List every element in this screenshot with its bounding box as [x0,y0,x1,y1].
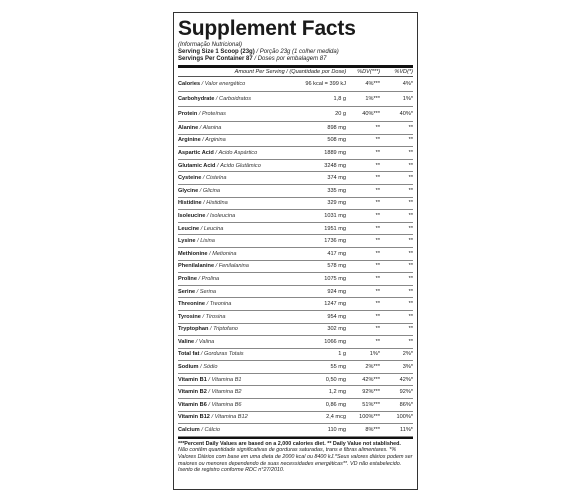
nutrient-amount: 1 g [338,351,346,358]
nutrient-name: Valine / Valina [178,338,215,345]
nutrient-amount: 954 mg [327,313,346,320]
nutrient-vd: 42%* [399,376,413,383]
nutrient-amount: 1,2 mg [328,389,346,396]
nutrient-name-en: Alanine [178,124,199,131]
nutrient-name-pt: Ácido Aspártico [218,149,258,156]
nutrient-dv: ** [375,238,380,245]
servings-per-container-en: Servings Per Container 87 [178,56,253,62]
table-row [178,374,413,387]
servings-per-container-pt: / Doses por embalagem 87 [252,56,327,62]
nutrient-name-en: Protein [178,111,198,117]
nutrient-amount: 1075 mg [324,275,346,282]
nutrient-name-en: Calories [178,81,201,87]
nutrient-name-pt: Isoleucina [210,212,236,219]
table-row [178,399,413,412]
nutrient-name-en: Methionine [178,250,208,257]
nutrient-name: Vitamin B12 / Vitamina B12 [178,414,248,421]
nutrient-amount: 898 mg [327,124,346,131]
nutrient-name-pt: Alanina [202,124,222,131]
nutrient-name-pt: Ácido Glutâmico [220,162,261,169]
nutrient-vd: ** [408,175,413,182]
nutrient-name: Vitamin B2 / Vitamina B2 [178,389,242,396]
nutrient-name-en: Aspartic Acid [178,149,214,156]
nutrient-dv: 4%*** [365,81,380,87]
nutrient-vd: 100%* [396,414,413,421]
header-amount: Amount Per Serving / (Quantidade por Dose) [234,69,347,75]
nutrient-name-en: Histidine [178,200,202,207]
nutrient-dv: ** [375,212,380,219]
table-row [178,107,413,122]
nutrient-name: Tryptophan / Triptofano [178,326,238,333]
nutrient-name-pt: Tirosina [205,313,226,320]
nutrient-dv: ** [375,187,380,194]
table-row [178,135,413,148]
subtitle-pt: (Informação Nutricional) [178,42,243,48]
nutrient-name-pt: Glicina [202,187,220,194]
nutrient-dv: 1%* [369,351,380,358]
nutrient-vd: ** [408,326,413,333]
nutrient-name-en: Vitamin B2 [178,389,207,396]
nutrient-name-en: Leucine [178,225,200,232]
nutrient-name-en: Vitamin B1 [178,376,207,383]
serving-size-en: Serving Size 1 Scoop (23g) [178,49,255,55]
nutrient-name-pt: Metionina [212,250,237,257]
table-row [178,235,413,248]
nutrient-dv: ** [375,313,380,320]
table-row [178,147,413,160]
table-row [178,286,413,299]
panel-title: Supplement Facts [178,17,356,40]
nutrient-amount: 1,8 g [333,96,346,102]
nutrient-name: Lysine / Lisina [178,238,215,245]
nutrient-dv: ** [375,124,380,131]
table-row [178,248,413,261]
nutrient-name-pt: Valina [198,338,215,345]
nutrient-amount: 417 mg [327,250,346,257]
nutrient-name: Sodium / Sódio [178,364,218,371]
nutrient-dv: ** [375,275,380,282]
table-row [178,386,413,399]
nutrient-name-pt: Vitamina B2 [211,389,242,396]
table-row [178,412,413,425]
nutrient-dv: ** [375,175,380,182]
nutrient-name-en: Vitamin B12 [178,414,210,421]
nutrient-name: Total fat / Gorduras Totais [178,351,244,358]
table-row [178,223,413,236]
table-row [178,324,413,337]
nutrient-vd: ** [408,137,413,144]
nutrient-dv: ** [375,200,380,207]
nutrient-name-pt: Carboidratos [219,96,252,102]
nutrient-vd: ** [408,212,413,219]
nutrient-name: Carbohydrate / Carboidratos [178,96,252,102]
nutrient-amount: 20 g [335,111,346,117]
nutrient-vd: 92%* [399,389,413,396]
table-row [178,210,413,223]
nutrient-name-pt: Triptofano [213,326,238,333]
table-row [178,336,413,349]
nutrient-vd: ** [408,124,413,131]
nutrient-amount: 96 kcal = 399 kJ [305,81,346,87]
nutrient-name-pt: Arginina [205,137,226,144]
nutrient-name: Phenilalanine / Fenilalanina [178,263,249,270]
nutrient-name: Cysteine / Cisteína [178,175,227,182]
footnote-pt: Não contêm quantidade significativas de gorduras saturadas, trans e fibras alimentares. *% Valores Diários com base em uma dieta de 2000 kcal ou 8400 kJ.*Seus valores diários podem ser maiores ou menores dependendo de suas necessidades energéticas**. VD não estabelecido. Isento de registro conforme RDC n°27/2010. [178,447,413,474]
nutrient-dv: 2%*** [365,364,380,371]
nutrient-name-pt: Histidina [206,200,228,207]
table-row [178,198,413,211]
nutrient-name-en: Proline [178,275,197,282]
nutrient-dv: ** [375,263,380,270]
nutrient-name: Calories / Valor energético [178,81,246,87]
nutrient-name-pt: Prolina [201,275,220,282]
nutrient-amount: 0,50 mg [325,376,346,383]
serving-size-pt: / Porção 23g (1 colher medida) [254,49,339,55]
nutrient-dv: 8%*** [365,427,380,434]
footnotes [178,437,413,474]
nutrient-name-en: Isoleucine [178,212,206,219]
nutrient-vd: ** [408,250,413,257]
nutrient-name-en: Sodium [178,364,199,371]
nutrient-vd: 3%* [402,364,413,371]
nutrient-name: Aspartic Acid / Ácido Aspártico [178,149,258,156]
nutrient-name-pt: Cisteína [206,175,227,182]
nutrient-dv: ** [375,288,380,295]
nutrient-amount: 3248 mg [324,162,346,169]
nutrient-vd: ** [408,238,413,245]
nutrient-dv: ** [375,338,380,345]
nutrient-name-pt: Vitamina B12 [214,414,248,421]
nutrient-name-pt: Proteínas [201,111,226,117]
nutrient-amount: 335 mg [327,187,346,194]
table-row [178,261,413,274]
nutrient-dv: 100%*** [359,414,380,421]
nutrient-vd: ** [408,288,413,295]
nutrient-vd: 11%* [400,427,413,434]
nutrient-name: Methionine / Metionina [178,250,237,257]
table-row [178,160,413,173]
header-vd: %VD(*) [394,69,413,75]
table-row [178,298,413,311]
nutrient-amount: 924 mg [327,288,346,295]
nutrient-vd: ** [408,338,413,345]
nutrient-dv: 92%*** [362,389,380,396]
nutrient-name-en: Arginine [178,137,201,144]
nutrient-dv: ** [375,137,380,144]
nutrient-vd: 86%* [399,401,413,408]
nutrient-name-en: Tryptophan [178,326,209,333]
nutrient-name-en: Glutamic Acid [178,162,216,169]
nutrient-name-pt: Sódio [203,364,218,371]
nutrient-dv: ** [375,149,380,156]
nutrient-name-pt: Gorduras Totais [204,351,244,358]
nutrient-dv: ** [375,326,380,333]
nutrient-name-en: Vitamin B6 [178,401,207,408]
nutrient-name: Serine / Serina [178,288,216,295]
serving-size [178,49,413,56]
nutrient-vd: 2%* [402,351,413,358]
nutrient-name: Leucine / Leucina [178,225,224,232]
nutrient-vd: ** [408,301,413,308]
nutrient-name: Glycine / Glicina [178,187,220,194]
nutrient-dv: ** [375,162,380,169]
table-row [178,361,413,374]
nutrient-name-pt: Valor energético [204,81,246,87]
nutrient-name: Arginine / Arginina [178,137,226,144]
nutrient-amount: 0,86 mg [325,401,346,408]
nutrient-amount: 2,4 mcg [326,414,346,421]
nutrient-name-pt: Treonina [209,301,232,308]
supplement-facts-panel [173,12,418,490]
table-row [178,172,413,185]
nutrient-vd: 40%* [399,111,413,117]
nutrient-name-en: Serine [178,288,196,295]
nutrient-name: Alanine / Alanina [178,124,222,131]
nutrient-dv: 1%*** [365,96,380,102]
nutrient-dv: 51%*** [362,401,380,408]
nutrient-amount: 1066 mg [324,338,346,345]
nutrient-name-en: Cysteine [178,175,202,182]
nutrient-name: Protein / Proteínas [178,111,226,117]
nutrient-name-en: Carbohydrate [178,96,215,102]
nutrient-vd: ** [408,149,413,156]
nutrient-name-pt: Vitamina B6 [211,401,242,408]
nutrient-dv: 40%*** [362,111,380,117]
nutrient-amount: 1031 mg [324,212,346,219]
nutrient-vd: ** [408,162,413,169]
nutrient-name: Histidine / Histidina [178,200,228,207]
nutrient-name-en: Threonine [178,301,206,308]
nutrient-name-en: Calcium [178,427,200,434]
nutrient-vd: ** [408,200,413,207]
nutrient-amount: 374 mg [327,175,346,182]
nutrient-name-pt: Leucina [203,225,224,232]
nutrient-name: Proline / Prolina [178,275,220,282]
table-row [178,92,413,107]
nutrient-name: Threonine / Treonina [178,301,232,308]
nutrient-amount: 329 mg [327,200,346,207]
nutrient-name-pt: Cálcio [204,427,220,434]
nutrient-name-en: Phenilalanine [178,263,215,270]
nutrient-dv: ** [375,301,380,308]
nutrient-name: Vitamin B6 / Vitamina B6 [178,401,242,408]
footnote-en: ***Percent Daily Values are based on a 2,000 calories diet. ** Daily Value not stablished. [178,440,401,447]
nutrient-name-en: Total fat [178,351,200,358]
nutrient-vd: ** [408,187,413,194]
nutrient-name-en: Lysine [178,238,196,245]
header-dv: %DV(***) [357,69,381,75]
nutrient-name-pt: Vitamina B1 [211,376,242,383]
nutrient-name-en: Valine [178,338,195,345]
nutrient-name: Glutamic Acid / Ácido Glutâmico [178,162,261,169]
nutrient-amount: 110 mg [327,427,346,434]
nutrient-dv: ** [375,250,380,257]
nutrient-name: Isoleucine / Isoleucina [178,212,236,219]
table-row [178,77,413,92]
nutrient-amount: 1889 mg [324,149,346,156]
nutrient-amount: 1736 mg [324,238,346,245]
nutrient-amount: 1247 mg [324,301,346,308]
nutrient-amount: 508 mg [327,137,346,144]
nutrient-dv: ** [375,225,380,232]
nutrient-table [178,77,413,437]
nutrient-vd: ** [408,313,413,320]
table-row [178,424,413,437]
nutrient-name-en: Tyrosine [178,313,201,320]
table-row [178,122,413,135]
table-row [178,273,413,286]
table-row [178,311,413,324]
table-header [178,68,413,77]
nutrient-dv: 42%*** [362,376,380,383]
nutrient-amount: 1951 mg [324,225,346,232]
nutrient-name: Tyrosine / Tirosina [178,313,226,320]
nutrient-vd: 1%* [402,96,413,102]
nutrient-amount: 55 mg [330,364,346,371]
nutrient-vd: 4%* [402,81,413,87]
nutrient-amount: 302 mg [327,326,346,333]
nutrient-name-pt: Lisina [200,238,215,245]
nutrient-name-pt: Serina [199,288,216,295]
table-row [178,185,413,198]
table-row [178,349,413,362]
nutrient-name-en: Glycine [178,187,199,194]
nutrient-name-pt: Fenilalanina [218,263,249,270]
nutrient-amount: 578 mg [327,263,346,270]
nutrient-vd: ** [408,225,413,232]
nutrient-vd: ** [408,275,413,282]
nutrient-name: Vitamin B1 / Vitamina B1 [178,376,242,383]
servings-per-container [178,56,413,63]
nutrient-vd: ** [408,263,413,270]
nutrient-name: Calcium / Cálcio [178,427,220,434]
